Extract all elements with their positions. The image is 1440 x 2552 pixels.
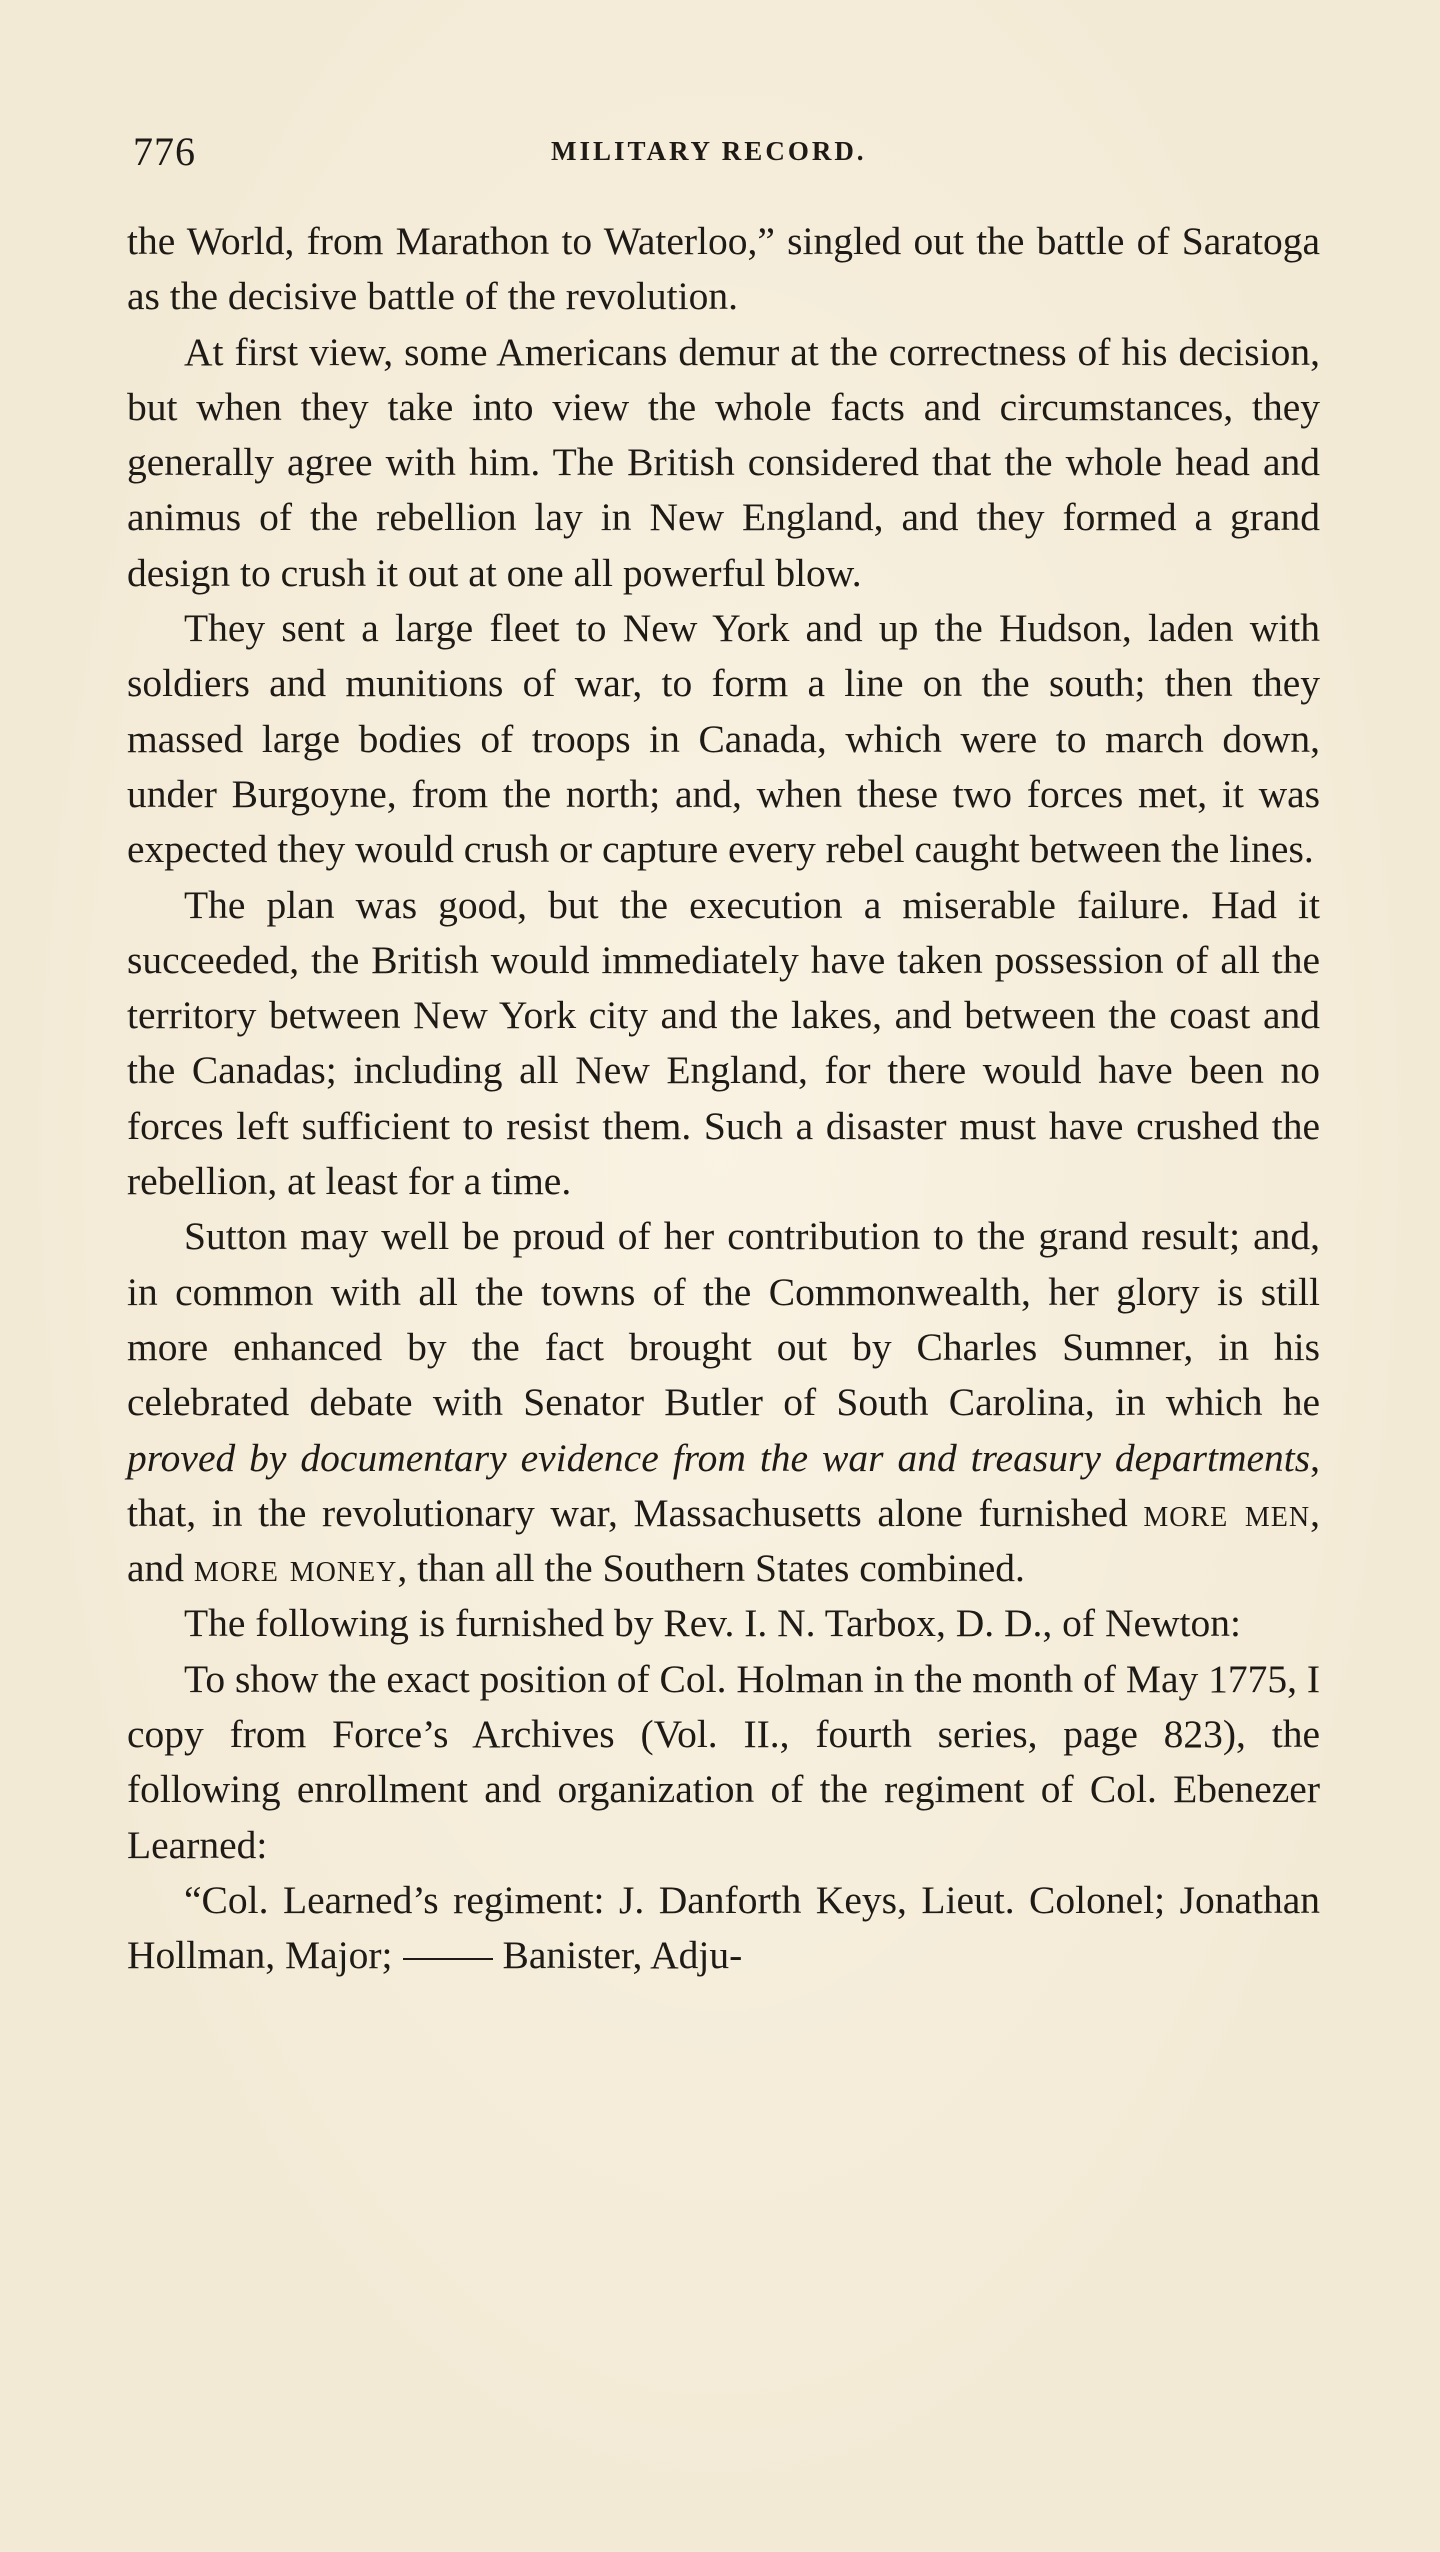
paragraph-text: The following is furnished by Rev. I. N. Tarbox, D. D., of Newton: <box>184 1601 1241 1646</box>
paragraph-text: , that, in the revolutionary war, Massachusetts alone furnished <box>127 1435 1320 1535</box>
italic-emphasis: proved by documentary evidence from the war and treasury departments <box>127 1435 1311 1480</box>
paragraph-text: , than all the Southern States combined. <box>397 1546 1025 1591</box>
paragraph-text: the World, from Marathon to Waterloo,” singled out the battle of Saratoga as the decisive battle of the revolution. <box>127 219 1320 319</box>
paragraph-text: , and <box>127 1490 1321 1591</box>
page-number: 776 <box>133 129 196 174</box>
paragraph-text: Banister, Adju- <box>502 1933 743 1978</box>
blank-name-dash <box>403 1958 493 1960</box>
running-title: MILITARY RECORD. <box>551 136 867 166</box>
paragraph-plan-failure <box>127 878 1320 1210</box>
paragraph-text: “Col. Learned’s regiment: J. Danforth Keys, Lieut. Colonel; Jonathan Hollman, Major; <box>127 1877 1320 1978</box>
paragraph-text: The plan was good, but the execution a miserable failure. Had it succeeded, the British would immediately have taken possession of all the territory between New York city and the lakes, and between the coast and the Canadas; including all New England, for there would have been no forces left sufficient to resist them. Such a disaster must have crushed the rebellion, at least for a time. <box>127 882 1320 1204</box>
paragraph-text: They sent a large fleet to New York and up the Hudson, laden with soldiers and munitions of war, to form a line on the south; then they massed large bodies of troops in Canada, which were to march down, under Burgoyne, from the north; and, when these two forces met, it was expected they would crush or capture every rebel caught between the lines. <box>127 606 1320 872</box>
paragraph-text: Sutton may well be proud of her contribution to the grand result; and, in common with all the towns of the Commonwealth, her glory is still more enhanced by the fact brought out by Charles Sumner, in his celebrated debate with Senator Butler of South Carolina, in which he <box>127 1214 1320 1425</box>
small-caps-emphasis: more money <box>193 1546 398 1591</box>
paragraph-large-fleet <box>127 601 1320 877</box>
running-header <box>133 128 1318 178</box>
paragraph-holman-position <box>127 1652 1320 1873</box>
paragraph-continuation <box>127 214 1320 325</box>
paragraph-text: At first view, some Americans demur at the correctness of his decision, but when they take into view the whole facts and circumstances, they generally agree with him. The British considered that the whole head and animus of the rebellion lay in New England, and they formed a grand design to crush it out at one all powerful blow. <box>127 329 1320 595</box>
paragraph-americans-demur <box>127 325 1320 601</box>
paragraph-tarbox-attribution <box>127 1596 1320 1651</box>
paragraph-text: To show the exact position of Col. Holman in the month of May 1775, I copy from Force’s Archives (Vol. II., fourth series, page 823), the following enrollment and organization of the regiment of Col. Ebenezer Learned: <box>127 1656 1321 1867</box>
paragraph-sutton-contribution <box>127 1209 1320 1596</box>
body-text <box>127 214 1320 1984</box>
small-caps-emphasis: more men <box>1143 1490 1311 1535</box>
paragraph-regiment-quote <box>127 1873 1320 1984</box>
